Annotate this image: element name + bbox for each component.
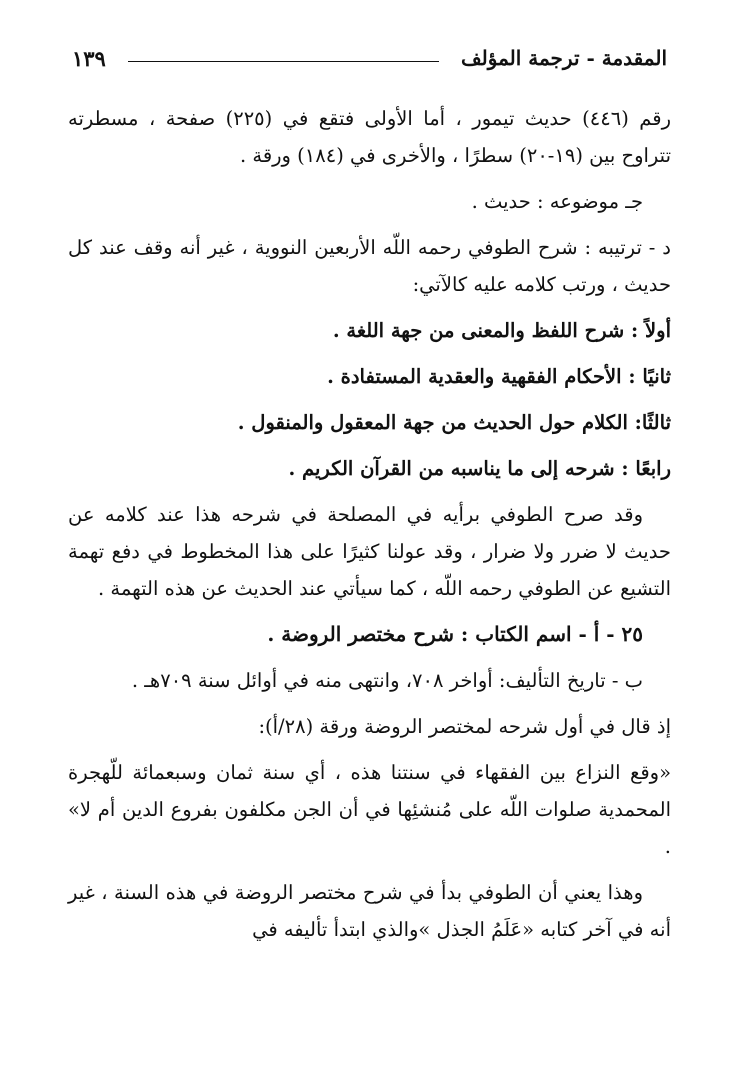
paragraph-maslaha: وقد صرح الطوفي برأيه في المصلحة في شرحه هذا عند كلامه عن حديث لا ضرر ولا ضرار ، وقد عولنا كثيرًا على هذا المخطوط في دفع تهمة التشيع عن الطوفي رحمه اللّه ، كما سيأتي عند الحديث عن هذه التهمة . — [68, 503, 671, 600]
section-heading-book-title: ٢٥ - أ - اسم الكتاب : شرح مختصر الروضة . — [267, 622, 643, 646]
paragraph-conclusion: وهذا يعني أن الطوفي بدأ في شرح مختصر الروضة في هذه السنة ، غير أنه في آخر كتابه «عَلَمُ الجذل »والذي ابتدأ تأليفه في — [68, 881, 671, 941]
page-number: ١٣٩ — [72, 45, 106, 71]
paragraph-quote: «وقع النزاع بين الفقهاء في سنتنا هذه ، أي سنة ثمان وسبعمائة للّهجرة المحمدية صلوات اللّه على مُنشئِها في أن الجن مكلفون بفروع الدين أم لا» . — [68, 761, 671, 858]
paragraph-manuscript-details: رقم (٤٤٦) حديث تيمور ، أما الأولى فتقع في (٢٢٥) صفحة ، مسطرته تتراوح بين (١٩-٢٠) سطرًا ، والأخرى في (١٨٤) ورقة . — [68, 107, 671, 167]
list-item-fourth: رابعًا : شرحه إلى ما يناسبه من القرآن الكريم . — [288, 457, 671, 480]
header-rule — [128, 61, 439, 62]
page-header — [72, 38, 667, 78]
paragraph-subject: جـ موضوعه : حديث . — [471, 190, 643, 213]
paragraph-date: ب - تاريخ التأليف: أواخر ٧٠٨، وانتهى منه في أوائل سنة ٧٠٩هـ . — [131, 669, 643, 692]
page-body — [68, 100, 671, 957]
list-item-second: ثانيًا : الأحكام الفقهية والعقدية المستفادة . — [327, 365, 671, 388]
paragraph-quote-intro: إذ قال في أول شرحه لمختصر الروضة ورقة (٢٨/أ): — [258, 715, 671, 738]
list-item-third: ثالثًا: الكلام حول الحديث من جهة المعقول والمنقول . — [237, 411, 671, 434]
list-item-first: أولاً : شرح اللفظ والمعنى من جهة اللغة . — [332, 319, 671, 342]
running-title: المقدمة - ترجمة المؤلف — [460, 46, 667, 70]
paragraph-arrangement: د - ترتيبه : شرح الطوفي رحمه اللّه الأربعين النووية ، غير أنه وقف عند كل حديث ، ورتب كلامه عليه كالآتي: — [68, 236, 671, 296]
